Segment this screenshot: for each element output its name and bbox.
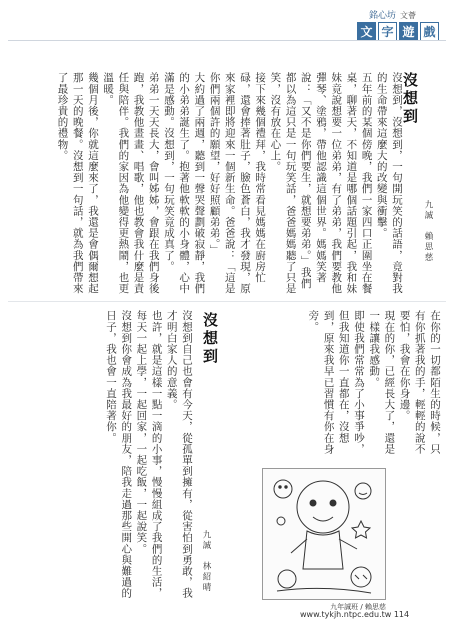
brand-name: 銘心坊 xyxy=(369,11,397,21)
student-illustration xyxy=(262,468,386,600)
paragraph: 大約過了兩週，聽到一聲哭聲劃破寂靜，我們的小弟弟誕生了。抱著他軟軟的小身體，心中滿是感動。沒想到，一句玩笑竟成真了。 xyxy=(162,72,206,294)
column-title-tiles xyxy=(357,22,439,41)
paragraph: 沒想到，沒想到，一句開玩笑的話語，竟對我的生命帶來這麼大的改變與衝擊。 xyxy=(375,72,403,294)
paragraph: 也許，就是這樣一點一滴的小事，慢慢組成了我們的生活，每天一起上學，一起回家，一起吃飯，一起說笑。 xyxy=(135,310,163,599)
paragraph: 即使我們常常為了小事爭吵，但我知道你一直都在，沒想到，原來我早已習慣有你在身旁。 xyxy=(307,310,365,455)
title-tile: 戲 xyxy=(420,22,439,41)
illustration-caption: 九年誠班 / 賴思慈 xyxy=(330,603,386,611)
paragraph: 弟弟一天天長大，會叫姊姊，會跟在我們身後跑，我教他畫畫、唱歌，他也教會我什麼是責任與陪伴。我們的家因為他變得更熱鬧，也更溫暖。 xyxy=(102,72,160,294)
article1-title: 沒想到 xyxy=(401,72,419,126)
paragraph: 現在的你，已經長大了，還是一樣讓我感動。 xyxy=(368,310,396,455)
article2-body xyxy=(14,310,194,600)
brand-logo xyxy=(369,8,416,21)
article1-body xyxy=(14,72,404,294)
article2-intro xyxy=(262,310,442,460)
brand-sub: 文薈 xyxy=(400,11,417,20)
paragraph: 沒想到自己也會有今天，從孤單到擁有，從害怕到勇敢，我才明白家人的意義。 xyxy=(165,310,193,599)
article2-author: 九誠 林紹晴 xyxy=(201,530,211,593)
page-footer: www.tykjh.ntpc.edu.tw 114 xyxy=(300,610,410,619)
paragraph: 五年前的某個傍晚，我們一家四口正圍坐在餐桌，聊著天，不知道是哪個話題引起，我和妹妹竟說想要一位弟弟，有了弟弟，我們要教他彈琴、塗鴉，帶他認識這個世界。媽媽笑著說：「又不是你們要生，就想要弟弟。」我們都以為這只是一句玩笑話，爸爸媽媽聽了只是笑，沒有放在心上。 xyxy=(269,72,373,294)
title-tile: 遊 xyxy=(399,22,418,41)
article2-title: 沒想到 xyxy=(201,312,219,366)
paragraph: 沒想到你會成為我最好的朋友，陪我走過那些開心與難過的日子，我也會一直陪著你。 xyxy=(104,310,133,599)
page-header xyxy=(355,8,445,60)
header-divider xyxy=(8,40,446,41)
paragraph: 幾個月後，你就這麼來了，我還是會偶爾想起那一天的晚餐。沒想到一句話，就為我們帶來了最珍貴的禮物。 xyxy=(56,72,99,294)
title-tile: 字 xyxy=(378,22,397,41)
section-divider xyxy=(8,301,446,302)
paragraph: 接下來幾個禮拜，我時常看見媽媽在廚房忙碌，還會捧著肚子，臉色蒼白，我才發現，原來家裡即將迎來一個新生命。爸爸說：「這是你們兩個許的願望，好好照顧弟弟。」 xyxy=(208,72,267,294)
title-tile: 文 xyxy=(357,22,376,41)
paragraph: 在你的一切都陌生的時候，只有你抓著我的手，輕輕的說不要怕，我會在你身邊。 xyxy=(398,310,441,455)
article1-author: 九誠 賴思慈 xyxy=(423,200,433,263)
illustration-drawing xyxy=(263,469,385,599)
